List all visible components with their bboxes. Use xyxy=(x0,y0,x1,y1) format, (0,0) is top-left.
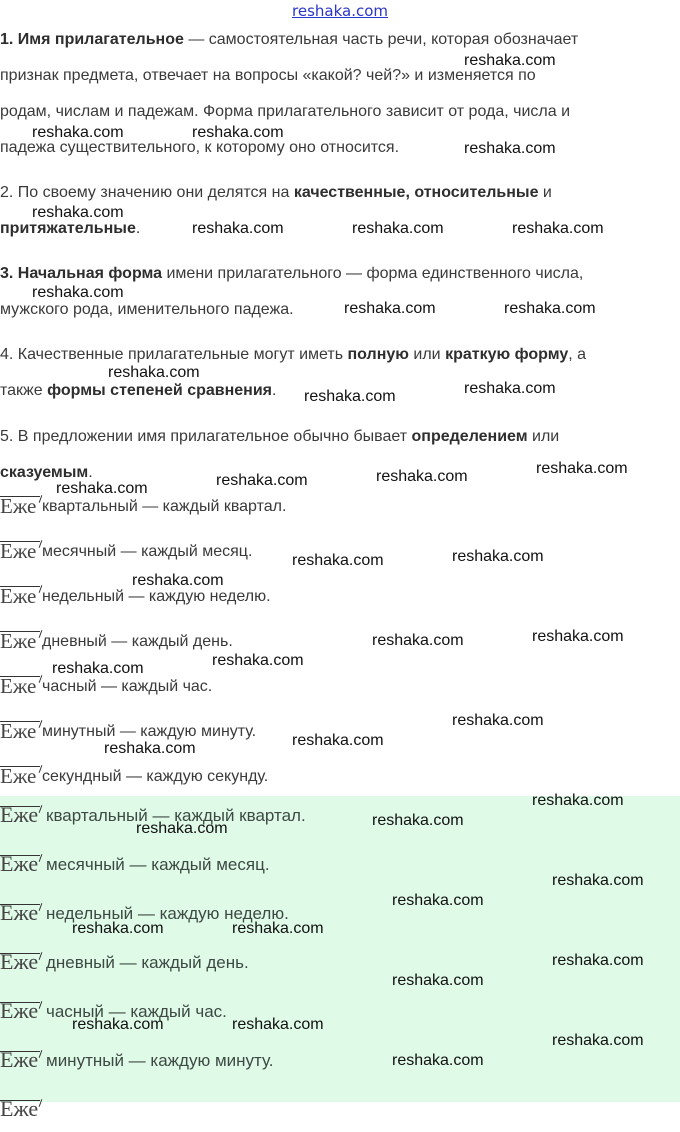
watermark-text: reshaka.com xyxy=(452,548,544,565)
eje-answer-text: часный — каждый час. xyxy=(46,1002,227,1021)
watermark-text: reshaka.com xyxy=(536,460,628,477)
watermark-text: reshaka.com xyxy=(104,740,196,757)
eje-item-text: квартальный — каждый квартал. xyxy=(42,498,287,515)
watermark-text: reshaka.com xyxy=(72,1016,164,1033)
watermark-text: reshaka.com xyxy=(232,920,324,937)
eje-answer-text: дневный — каждый день. xyxy=(46,953,249,972)
watermark-text: reshaka.com xyxy=(32,284,124,301)
eje-prefix: Еже xyxy=(0,900,39,925)
paragraph-5-line-2: сказуемым. xyxy=(0,464,93,481)
paragraph-3-line-2: мужского рода, именительного падежа. xyxy=(0,301,294,318)
watermark-text: reshaka.com xyxy=(292,552,384,569)
paragraph-2-line-1: 2. По своему значению они делятся на качественные, относительные и xyxy=(0,184,552,201)
watermark-text: reshaka.com xyxy=(136,820,228,837)
paragraph-4-line-2: также формы степеней сравнения. xyxy=(0,382,277,399)
watermark-text: reshaka.com xyxy=(232,1016,324,1033)
watermark-text: reshaka.com xyxy=(532,628,624,645)
watermark-text: reshaka.com xyxy=(372,812,464,829)
watermark-text: reshaka.com xyxy=(32,204,124,221)
eje-item-text: недельный — каждую неделю. xyxy=(42,588,271,605)
paragraph-1-line-4: падежа существительного, к которому оно относится. xyxy=(0,139,400,156)
eje-item-text: часный — каждый час. xyxy=(42,678,213,695)
watermark-text: reshaka.com xyxy=(216,472,308,489)
paragraph-1-line-3: родам, числам и падежам. Форма прилагательного зависит от рода, числа и xyxy=(0,103,570,120)
watermark-text: reshaka.com xyxy=(192,220,284,237)
eje-prefix: Еже xyxy=(0,674,37,698)
paragraph-1-line-2: признак предмета, отвечает на вопросы «какой? чей?» и изменяется по xyxy=(0,67,536,84)
watermark-text: reshaka.com xyxy=(464,52,556,69)
eje-prefix: Еже xyxy=(0,1047,39,1072)
eje-answer-text: месячный — каждый месяц. xyxy=(46,855,270,874)
watermark-text: reshaka.com xyxy=(372,632,464,649)
eje-item-text: секундный — каждую секунду. xyxy=(42,768,269,785)
watermark-text: reshaka.com xyxy=(452,712,544,729)
term-adjective: 1. Имя прилагательное xyxy=(0,31,184,48)
eje-prefix: Еже xyxy=(0,539,37,563)
watermark-text: reshaka.com xyxy=(52,660,144,677)
watermark-text: reshaka.com xyxy=(376,468,468,485)
watermark-text: reshaka.com xyxy=(392,1052,484,1069)
eje-answer-text: минутный — каждую минуту. xyxy=(46,1051,274,1070)
eje-answer-text: квартальный — каждый квартал. xyxy=(46,806,306,825)
watermark-text: reshaka.com xyxy=(464,380,556,397)
watermark-text: reshaka.com xyxy=(192,124,284,141)
paragraph-1-line-1: 1. Имя прилагательное — самостоятельная часть речи, которая обозначает xyxy=(0,31,579,48)
eje-prefix: Еже xyxy=(0,1096,39,1121)
watermark-text: reshaka.com xyxy=(72,920,164,937)
watermark-text: reshaka.com xyxy=(504,300,596,317)
eje-prefix: Еже xyxy=(0,949,39,974)
watermark-text: reshaka.com xyxy=(304,388,396,405)
paragraph-2-line-2: притяжательные. xyxy=(0,220,141,237)
watermark-text: reshaka.com xyxy=(212,652,304,669)
watermark-text: reshaka.com xyxy=(344,300,436,317)
watermark-text: reshaka.com xyxy=(352,220,444,237)
answer-block xyxy=(0,796,680,1121)
eje-answer-text: недельный — каждую неделю. xyxy=(46,904,289,923)
watermark-text: reshaka.com xyxy=(552,872,644,889)
watermark-text: reshaka.com xyxy=(392,892,484,909)
eje-prefix: Еже xyxy=(0,494,37,518)
watermark-text: reshaka.com xyxy=(132,572,224,589)
paragraph-5-line-1: 5. В предложении имя прилагательное обычно бывает определением или xyxy=(0,428,560,445)
paragraph-4-line-1: 4. Качественные прилагательные могут иметь полную или краткую форму, а xyxy=(0,346,587,363)
watermark-text: reshaka.com xyxy=(292,732,384,749)
site-header-link[interactable]: reshaka.com xyxy=(292,2,388,20)
watermark-text: reshaka.com xyxy=(56,480,148,497)
watermark-text: reshaka.com xyxy=(32,124,124,141)
eje-prefix: Еже xyxy=(0,802,39,827)
paragraph-3-line-1: 3. Начальная форма имени прилагательного — форма единственного числа, xyxy=(0,265,584,282)
eje-item-text: минутный — каждую минуту. xyxy=(42,723,257,740)
watermark-text: reshaka.com xyxy=(552,1032,644,1049)
eje-prefix: Еже xyxy=(0,584,37,608)
eje-prefix: Еже xyxy=(0,764,37,788)
watermark-text: reshaka.com xyxy=(108,364,200,381)
eje-prefix: Еже xyxy=(0,719,37,743)
watermark-text: reshaka.com xyxy=(464,140,556,157)
watermark-text: reshaka.com xyxy=(532,792,624,809)
eje-item-text: месячный — каждый месяц. xyxy=(42,543,253,560)
eje-prefix: Еже xyxy=(0,851,39,876)
eje-item-text: дневный — каждый день. xyxy=(42,633,233,650)
eje-prefix: Еже xyxy=(0,629,37,653)
watermark-text: reshaka.com xyxy=(392,972,484,989)
watermark-text: reshaka.com xyxy=(552,952,644,969)
eje-prefix: Еже xyxy=(0,998,39,1023)
watermark-text: reshaka.com xyxy=(512,220,604,237)
